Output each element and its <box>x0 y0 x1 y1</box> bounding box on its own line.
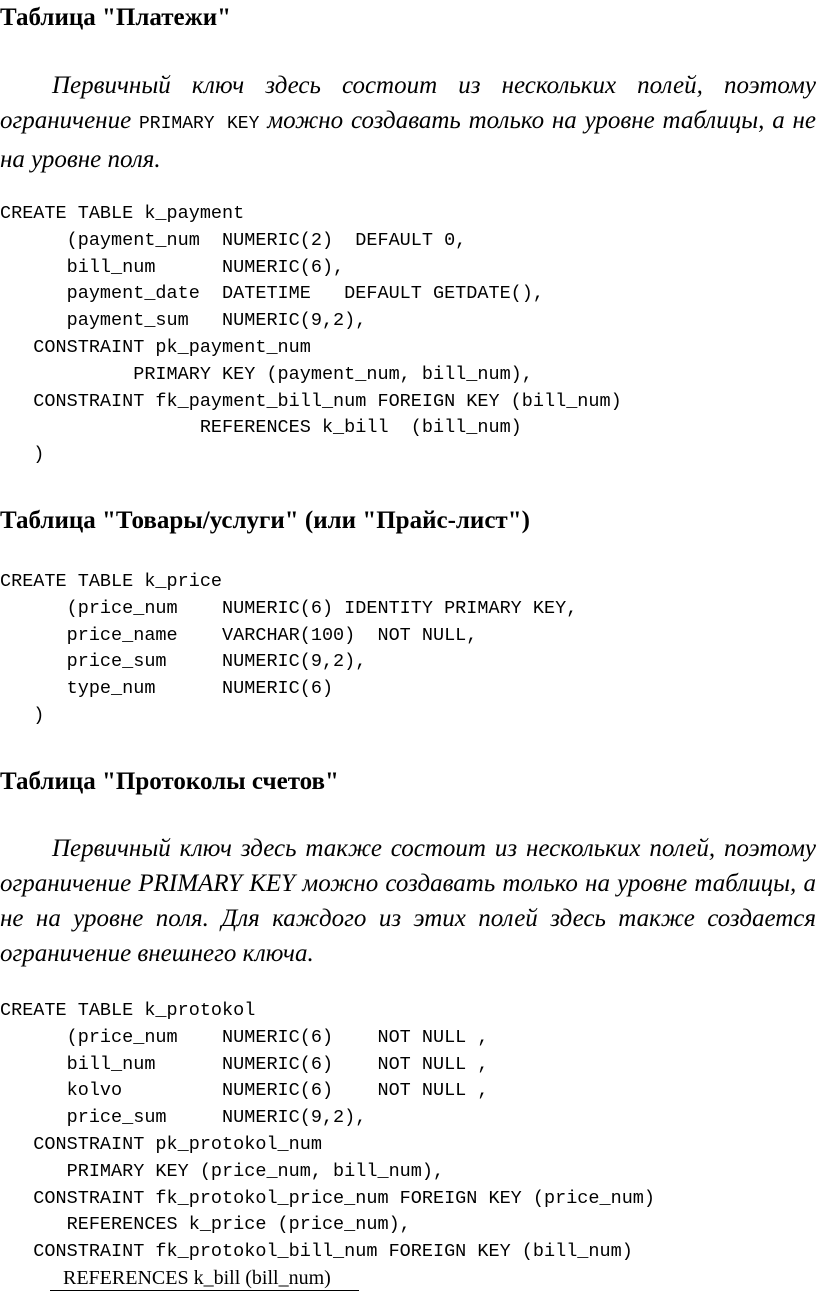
payments-description-code: PRIMARY KEY <box>139 114 260 134</box>
section-heading-payments: Таблица "Платежи" <box>0 4 232 31</box>
payments-sql-code: CREATE TABLE k_payment (payment_num NUMERIC(2) DEFAULT 0, bill_num NUMERIC(6), payment_date DATETIME DEFAULT GETDATE(), payment_sum NUMERIC(9,2), CONSTRAINT pk_payment_num PRIMARY KEY (payment_num, bill_num), CONSTRAINT fk_payment_bill_num FOREIGN KEY (bill_num) REFERENCES k_bill (bill_num) ) <box>0 203 622 466</box>
payments-description <box>0 68 816 177</box>
protocols-last-line: REFERENCES k_bill (bill_num) <box>50 1266 359 1291</box>
section-heading-price-list: Таблица "Товары/услуги" (или "Прайс-лист") <box>0 507 530 534</box>
payments-description-part2: можно создавать только на уровне таблицы, а не на уровне поля. <box>0 107 816 173</box>
protocols-sql-code: CREATE TABLE k_protokol (price_num NUMERIC(6) NOT NULL , bill_num NUMERIC(6) NOT NULL , kolvo NUMERIC(6) NOT NULL , price_sum NUMERIC(9,2), CONSTRAINT pk_protokol_num PRIMARY KEY (price_num, bill_num), CONSTRAINT fk_protokol_price_num FOREIGN KEY (price_num) REFERENCES k_price (price_num), CONSTRAINT fk_protokol_bill_num FOREIGN KEY (bill_num) <box>0 1000 656 1263</box>
protocols-description: Первичный ключ здесь также состоит из нескольких полей, поэтому ограничение PRIMARY KEY можно создавать только на уровне таблицы, а не на уровне поля. Для каждого из этих полей здесь также создается ограничение внешнего ключа. <box>0 835 816 967</box>
section-heading-invoice-protocols: Таблица "Протоколы счетов" <box>0 768 339 795</box>
price-list-sql-code: CREATE TABLE k_price (price_num NUMERIC(6) IDENTITY PRIMARY KEY, price_name VARCHAR(100) NOT NULL, price_sum NUMERIC(9,2), type_num NUMERIC(6) ) <box>0 571 578 726</box>
payments-description-part1: Первичный ключ здесь состоит из нескольких полей, поэтому ограничение <box>0 72 816 134</box>
